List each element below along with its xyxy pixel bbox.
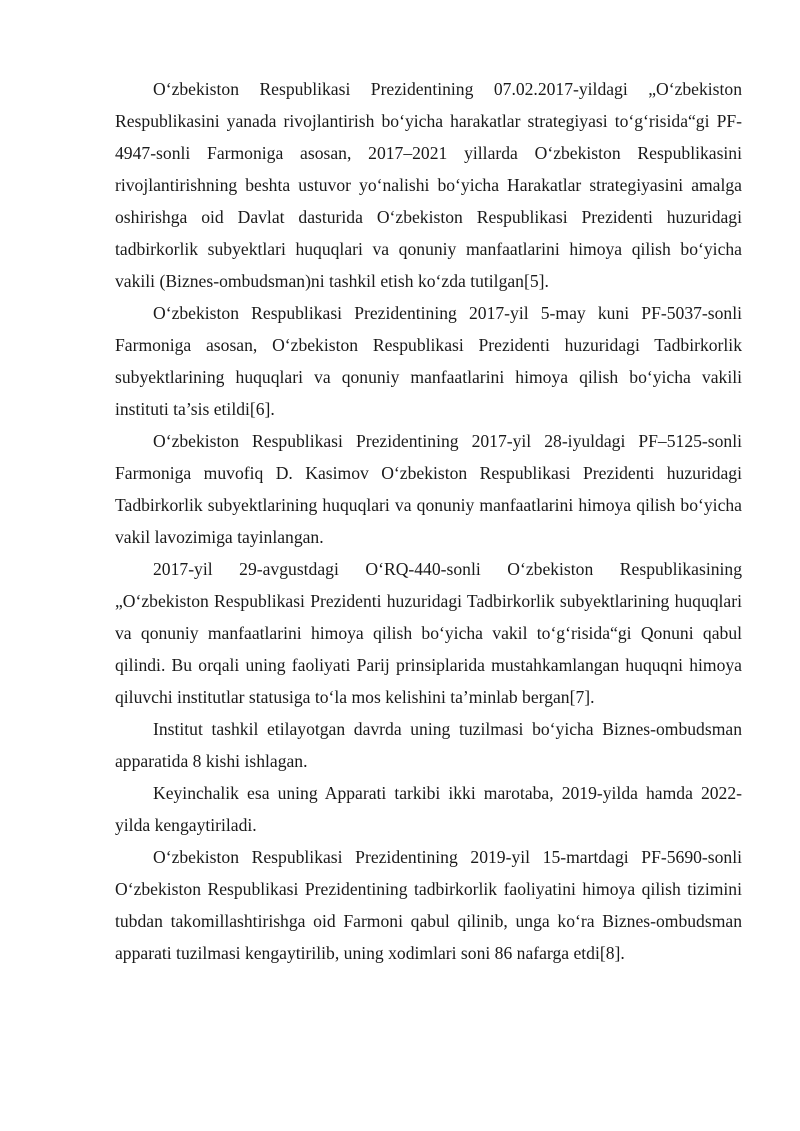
paragraph-6: Keyinchalik esa uning Apparati tarkibi ikki marotaba, 2019-yilda hamda 2022-yilda kengaytiriladi. bbox=[115, 783, 742, 835]
paragraph-7: O‘zbekiston Respublikasi Prezidentining 2019-yil 15-martdagi PF-5690-sonli O‘zbekiston Respublikasi Prezidentining tadbirkorlik faoliyatini himoya qilish tizimini tubdan takomillashtirishga oid Farmoni qabul qilinib, unga ko‘ra Biznes-ombudsman apparati tuzilmasi kengaytirilib, uning xodimlari soni 86 nafarga etdi[8]. bbox=[115, 847, 742, 963]
paragraph-4: 2017-yil 29-avgustdagi O‘RQ-440-sonli O‘zbekiston Respublikasining „O‘zbekiston Respublikasi Prezidenti huzuridagi Tadbirkorlik subyektlarining huquqlari va qonuniy manfaatlarini himoya qilish bo‘yicha vakil to‘g‘risida“gi Qonuni qabul qilindi. Bu orqali uning faoliyati Parij prinsiplarida mustahkamlangan huquqni himoya qiluvchi institutlar statusiga to‘la mos kelishini ta’minlab bergan[7]. bbox=[115, 559, 742, 707]
paragraph-3: O‘zbekiston Respublikasi Prezidentining 2017-yil 28-iyuldagi PF–5125-sonli Farmoniga muvofiq D. Kasimov O‘zbekiston Respublikasi Prezidenti huzuridagi Tadbirkorlik subyektlarining huquqlari va qonuniy manfaatlarini himoya qilish bo‘yicha vakil lavozimiga tayinlangan. bbox=[115, 431, 742, 547]
document-page bbox=[115, 73, 742, 969]
paragraph-2: O‘zbekiston Respublikasi Prezidentining 2017-yil 5-may kuni PF-5037-sonli Farmoniga asosan, O‘zbekiston Respublikasi Prezidenti huzuridagi Tadbirkorlik subyektlarining huquqlari va qonuniy manfaatlarini himoya qilish bo‘yicha vakili instituti ta’sis etildi[6]. bbox=[115, 303, 742, 419]
paragraph-5: Institut tashkil etilayotgan davrda uning tuzilmasi bo‘yicha Biznes-ombudsman apparatida 8 kishi ishlagan. bbox=[115, 719, 742, 771]
paragraph-1: O‘zbekiston Respublikasi Prezidentining 07.02.2017-yildagi „O‘zbekiston Respublikasini yanada rivojlantirish bo‘yicha harakatlar strategiyasi to‘g‘risida“gi PF-4947-sonli Farmoniga asosan, 2017–2021 yillarda O‘zbekiston Respublikasini rivojlantirishning beshta ustuvor yo‘nalishi bo‘yicha Harakatlar strategiyasini amalga oshirishga oid Davlat dasturida O‘zbekiston Respublikasi Prezidenti huzuridagi tadbirkorlik subyektlari huquqlari va qonuniy manfaatlarini himoya qilish bo‘yicha vakili (Biznes-ombudsman)ni tashkil etish ko‘zda tutilgan[5]. bbox=[115, 79, 742, 291]
